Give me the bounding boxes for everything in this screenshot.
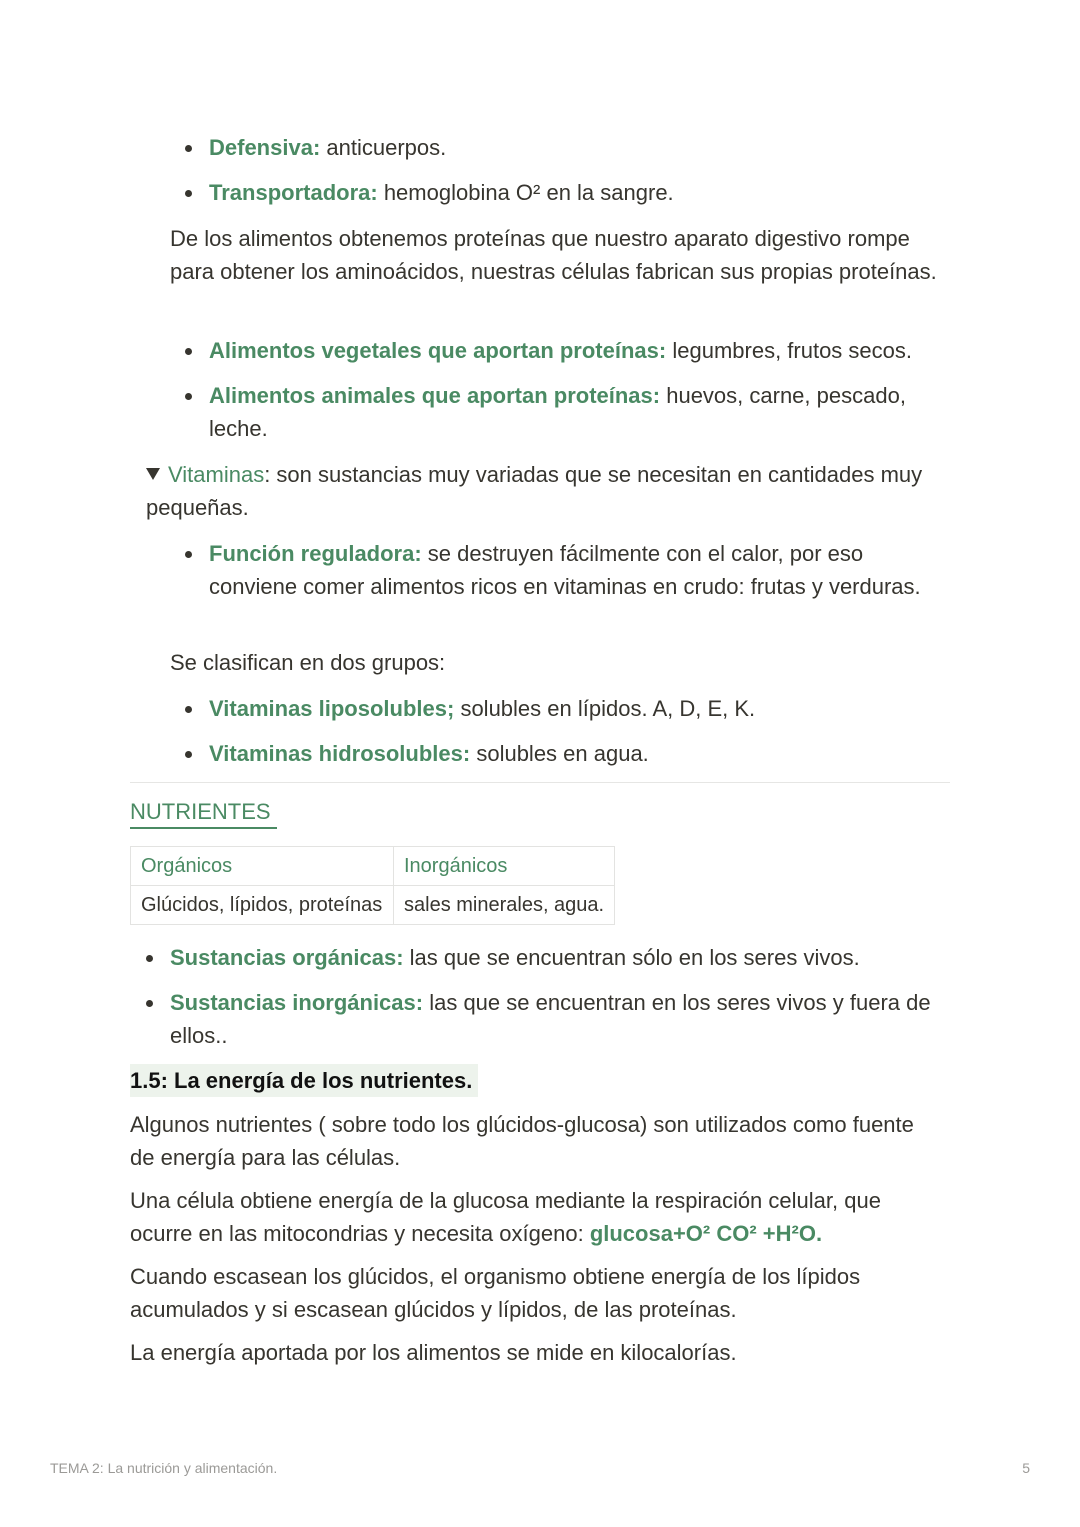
item-label: Función reguladora: [209,541,422,566]
sustancias-list [170,941,940,1052]
item-text: las que se encuentran sólo en los seres vivos. [403,945,860,970]
section-heading: 1.5: La energía de los nutrientes. [130,1064,478,1097]
item-text: solubles en agua. [470,741,649,766]
paragraph-text: Una célula obtiene energía de la glucosa mediante la respiración celular, que ocurre en las mitocondrias y necesita oxígeno: [130,1188,881,1246]
list-item [209,692,949,725]
vitaminas-title: Vitaminas [168,462,265,487]
proteinas-funciones-list [209,131,969,209]
item-text: huevos, carne, pescado, leche. [209,383,906,441]
item-label: Alimentos animales que aportan proteínas: [209,383,661,408]
energia-paragraph-4: La energía aportada por los alimentos se mide en kilocalorías. [130,1340,737,1365]
list-item [209,176,969,209]
energia-paragraph-2 [130,1184,940,1250]
vitaminas-toggle[interactable] [146,458,926,524]
table-header-cell: Orgánicos [131,847,394,886]
footer-title: TEMA 2: La nutrición y alimentación. [50,1460,278,1476]
energia-paragraph-1: Algunos nutrientes ( sobre todo los glúcidos-glucosa) son utilizados como fuente de energía para las células. [130,1112,914,1170]
table-cell: sales minerales, agua. [394,886,615,925]
proteinas-alimentos-list [209,334,949,445]
item-text: se destruyen fácilmente con el calor, por eso conviene comer alimentos ricos en vitaminas en crudo: frutas y verduras. [209,541,921,599]
page-number: 5 [1022,1460,1030,1476]
table-header-row [131,847,615,886]
item-text: legumbres, frutos secos. [666,338,913,363]
item-label: Transportadora: [209,180,378,205]
list-item [209,537,929,603]
nutrientes-link[interactable]: NUTRIENTES [130,797,277,829]
item-text: hemoglobina O² en la sangre. [377,180,674,205]
item-label: Defensiva: [209,135,321,160]
list-item [170,941,940,974]
item-label: Sustancias orgánicas: [170,945,404,970]
item-label: Vitaminas hidrosolubles: [209,741,471,766]
list-item [209,131,969,164]
table-row [131,886,615,925]
item-text: las que se encuentran en los seres vivos y fuera de ellos.. [170,990,931,1048]
item-label: Sustancias inorgánicas: [170,990,424,1015]
vitaminas-text: : son sustancias muy variadas que se necesitan en cantidades muy pequeñas. [146,462,923,520]
vitaminas-funcion-list [209,537,929,603]
vitaminas-clasifican: Se clasifican en dos grupos: [170,650,446,675]
proteinas-paragraph: De los alimentos obtenemos proteínas que nuestro aparato digestivo rompe para obtener los aminoácidos, nuestras células fabrican sus propias proteínas. [170,226,937,284]
formula: glucosa+O² CO² +H²O. [589,1221,823,1246]
item-text: anticuerpos. [320,135,447,160]
list-item [209,737,949,770]
item-text: solubles en lípidos. A, D, E, K. [454,696,756,721]
list-item [170,986,940,1052]
toggle-triangle-icon[interactable] [146,468,160,480]
energia-paragraph-3: Cuando escasean los glúcidos, el organismo obtiene energía de los lípidos acumulados y si escasean glúcidos y lípidos, de las proteínas. [130,1264,861,1322]
nutrientes-table [130,846,615,925]
vitaminas-grupos-list [209,692,949,770]
section-divider [130,782,950,783]
table-cell: Glúcidos, lípidos, proteínas [131,886,394,925]
item-label: Alimentos vegetales que aportan proteínas: [209,338,667,363]
list-item [209,334,949,367]
table-header-cell: Inorgánicos [394,847,615,886]
item-label: Vitaminas liposolubles; [209,696,455,721]
list-item [209,379,949,445]
